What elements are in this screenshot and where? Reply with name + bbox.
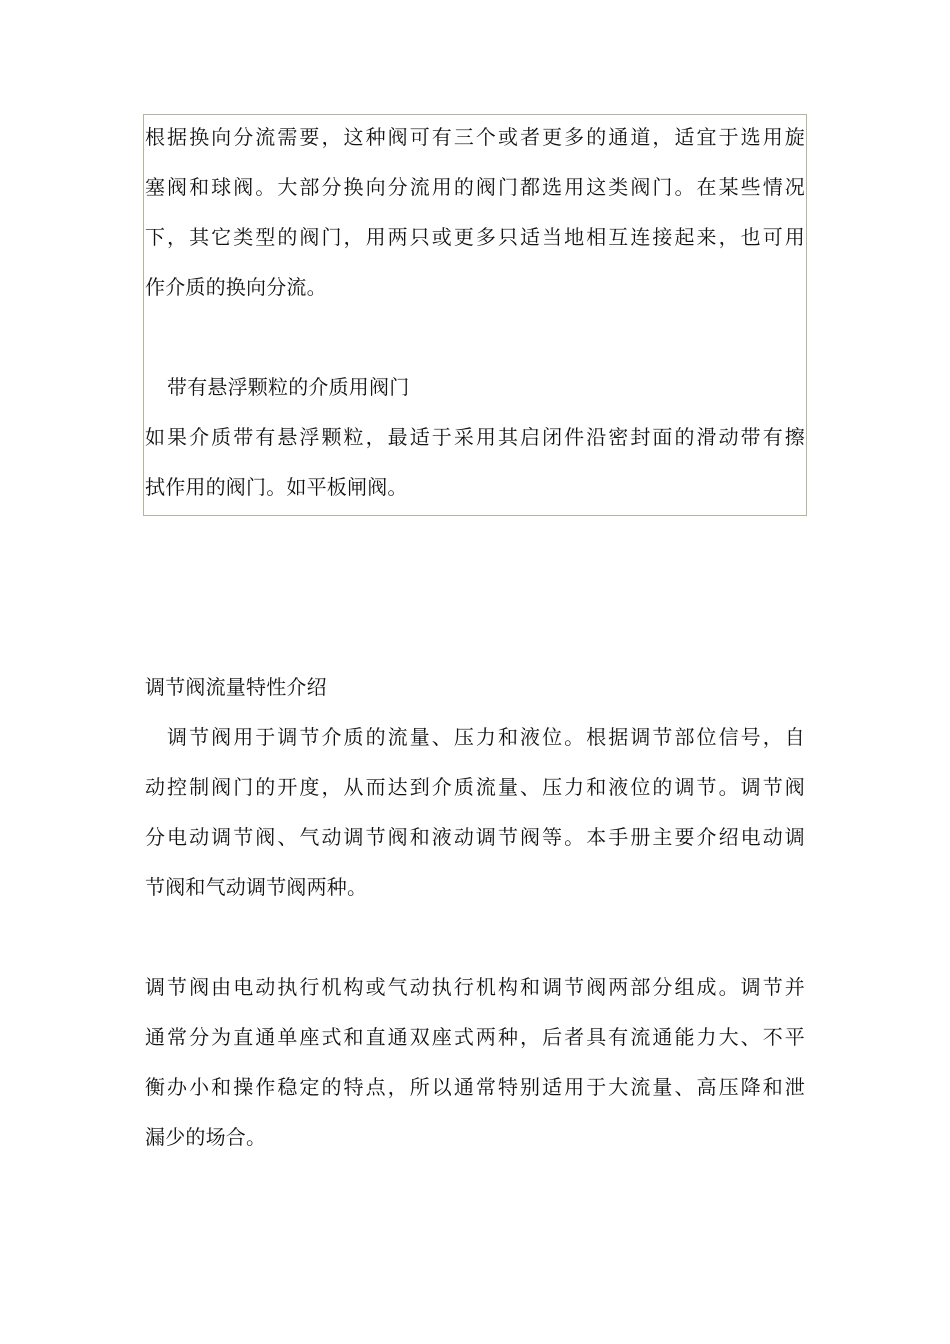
paragraph-line: 漏少的场合。 — [145, 1125, 267, 1149]
paragraph-line: 作介质的换向分流。 — [145, 275, 327, 299]
section-heading: 调节阀流量特性介绍 — [145, 675, 327, 699]
paragraph-line: 下，其它类型的阀门，用两只或更多只适当地相互连接起来，也可用 — [145, 225, 805, 249]
paragraph-line: 衡办小和操作稳定的特点，所以通常特别适用于大流量、高压降和泄 — [145, 1075, 805, 1099]
paragraph-line: 拭作用的阀门。如平板闸阀。 — [145, 475, 408, 499]
paragraph-line: 动控制阀门的开度，从而达到介质流量、压力和液位的调节。调节阀 — [145, 775, 805, 799]
paragraph-line: 通常分为直通单座式和直通双座式两种，后者具有流通能力大、不平 — [145, 1025, 805, 1049]
paragraph-line: 分电动调节阀、气动调节阀和液动调节阀等。本手册主要介绍电动调 — [145, 825, 805, 849]
paragraph-line: 调节阀由电动执行机构或气动执行机构和调节阀两部分组成。调节并 — [145, 975, 805, 999]
paragraph-line: 如果介质带有悬浮颗粒，最适于采用其启闭件沿密封面的滑动带有擦 — [145, 425, 805, 449]
paragraph-line: 根据换向分流需要，这种阀可有三个或者更多的通道，适宜于选用旋 — [145, 125, 805, 149]
paragraph-line: 调节阀用于调节介质的流量、压力和液位。根据调节部位信号，自 — [167, 725, 805, 749]
paragraph-line: 塞阀和球阀。大部分换向分流用的阀门都选用这类阀门。在某些情况 — [145, 175, 805, 199]
paragraph-line: 节阀和气动调节阀两种。 — [145, 875, 368, 899]
section-subheading: 带有悬浮颗粒的介质用阀门 — [167, 375, 410, 399]
